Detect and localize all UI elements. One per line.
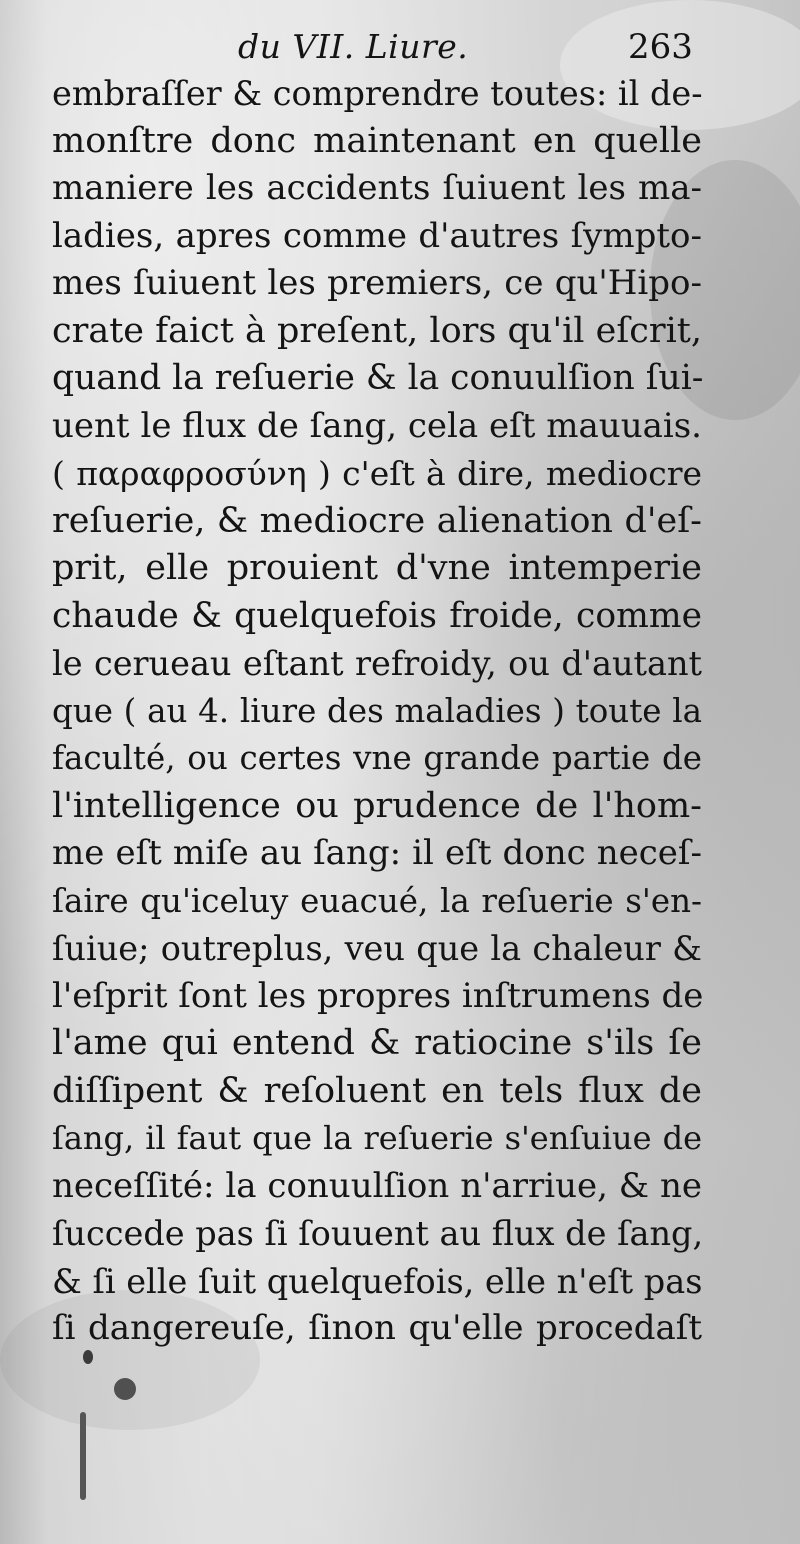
text-line: prit, elle prouient d'vne intemperie: [52, 548, 702, 588]
text-line: l'ame qui entend & ratiocine s'ils ſe: [52, 1023, 702, 1063]
text-line: crate faict à preſent, lors qu'il eſcrit,: [52, 310, 702, 351]
text-line: diſſipent & reſoluent en tels flux de: [52, 1070, 702, 1111]
text-line: que ( au 4. liure des maladies ) toute la: [52, 691, 702, 730]
text-line: le cerueau eſtant refroidy, ou d'autant: [52, 644, 702, 683]
text-line: ſang, il faut que la reſuerie s'enſuiue de: [52, 1119, 702, 1157]
text-line: faculté, ou certes vne grande partie de: [52, 739, 702, 777]
text-line: ( παραφροσύνη ) c'eſt à dire, mediocre: [52, 454, 702, 493]
text-line: ladies, apres comme d'autres ſympto-: [52, 215, 702, 256]
text-line: embraſſer & comprendre toutes: il de-: [52, 74, 703, 113]
ink-blot: [83, 1350, 93, 1364]
running-head: [0, 14, 800, 72]
text-line: ſi dangereuſe, ſinon qu'elle procedaſt: [52, 1308, 702, 1348]
text-line: ſaire qu'iceluy euacué, la reſuerie s'en-: [52, 881, 702, 920]
text-line: ſuccede pas ſi ſouuent au flux de ſang,: [52, 1214, 704, 1253]
text-line: mes ſuiuent les premiers, ce qu'Hipo-: [52, 263, 702, 303]
text-line: quand la reſuerie & la conuulſion ſui-: [52, 358, 704, 398]
text-line: neceſſité: la conuulſion n'arriue, & ne: [52, 1165, 702, 1206]
text-line: uent le flux de ſang, cela eſt mauuais.: [52, 405, 702, 446]
text-line: l'intelligence ou prudence de l'hom-: [52, 785, 702, 826]
text-line: reſuerie, & mediocre alienation d'eſ-: [52, 500, 702, 541]
text-line: chaude & quelquefois froide, comme: [52, 595, 702, 636]
text-line: l'eſprit ſont les propres inſtrumens de: [52, 975, 704, 1016]
text-line: monſtre donc maintenant en quelle: [52, 120, 702, 161]
running-head-title: du VII. Liure.: [238, 27, 469, 66]
ink-streak: [80, 1412, 86, 1500]
ink-blot: [114, 1378, 136, 1400]
text-line: maniere les accidents ſuiuent les ma-: [52, 168, 702, 208]
page-number: 263: [628, 27, 693, 67]
body-text: [52, 70, 702, 1353]
text-line: & ſi elle ſuit quelquefois, elle n'eſt pas: [52, 1261, 703, 1301]
text-line: ſuiue; outreplus, veu que la chaleur &: [52, 929, 702, 968]
text-line: me eſt miſe au ſang: il eſt donc neceſ-: [52, 833, 702, 873]
